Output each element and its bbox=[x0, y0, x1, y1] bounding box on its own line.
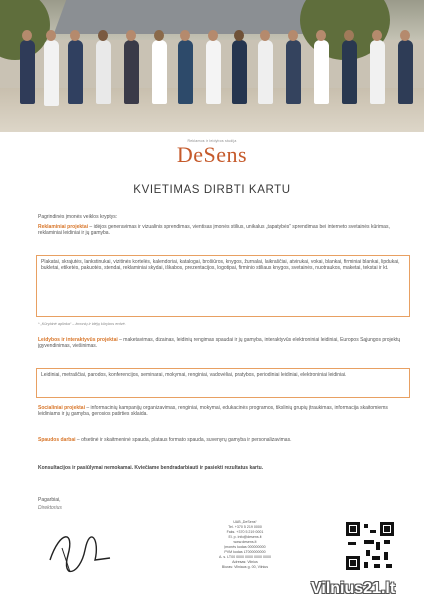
section-label: Reklaminiai projektai bbox=[38, 224, 89, 230]
intro-text: Pagrindinės įmonės veiklos kryptys: bbox=[38, 214, 118, 220]
section-body: – idėjos generavimas ir vizualinis sprendimas, vientisas įmonės stilius, unikalus „tapatybės“ sprendimas bei interneto svetainės kūrimas, reklaminiai leidiniai ir jų gamyba. bbox=[38, 224, 390, 237]
footnote: * „Kūrybinė aplinka“ – žmonių ir idėjų kūrybos erdvė. bbox=[38, 322, 126, 326]
contact-line[interactable]: El. p. info@desens.lt bbox=[228, 535, 262, 539]
contact-line: A. s. LT00 0000 0000 0000 0000 bbox=[218, 555, 272, 559]
signature-image bbox=[40, 520, 120, 580]
services-box-1: Plakatai, skrajutės, lankstinukai, vizitinės kortelės, kalendoriai, katalogai, brošiūros, knygos, žurnalai, laikraščiai, atvirukai, vokai, blankai, firminiai blankai, lipdukai, bukletai, etiketės, pakuotės, stendai, reklaminiai skydai, iškabos, prezentacijos, logotipai, firminio stiliaus knygos, svetainės, nuotraukos, maketai, tekstai ir kt. bbox=[36, 255, 410, 317]
contact-line: Faks. +370 5 219 0001 bbox=[226, 530, 264, 534]
contact-block bbox=[150, 520, 340, 570]
signoff-text: Pagarbiai, bbox=[38, 497, 61, 503]
contact-line: Tel. +370 5 219 0000 bbox=[228, 525, 262, 529]
section-social bbox=[38, 405, 410, 418]
page-title: KVIETIMAS DIRBTI KARTU bbox=[133, 184, 291, 196]
section-body: – maketavimas, dizainas, leidinių rengimas spaudai ir jų gamyba, interaktyvūs elektroniniai leidiniai, Europos Sąjungos projektų įgyvendinimas, viešinimas. bbox=[38, 337, 401, 350]
services-box-2: Leidiniai, metraščiai, parodos, konferencijos, seminarai, mokymai, renginiai, vadovėliai, pratybos, periodiniai leidiniai, elektroniniai leidiniai. bbox=[36, 368, 410, 398]
header-photo bbox=[0, 0, 424, 132]
section-label: Leidybos ir interaktyvūs projektai bbox=[38, 337, 118, 343]
section-advertising bbox=[38, 224, 410, 237]
contact-line: UAB „DeSens“ bbox=[233, 520, 257, 524]
section-body: – informacinių kampanijų organizavimas, renginiai, mokymai, edukacinės programos, tikslinių grupių įtraukimas, informacija skaitomiems leidiniams ir jų gamyba, gerosios patirties sklaida. bbox=[38, 405, 388, 418]
section-publishing bbox=[38, 337, 410, 350]
contact-line: Įmonės kodas 000000000 bbox=[224, 545, 266, 549]
section-label: Spaudos darbai bbox=[38, 437, 76, 443]
contact-line: Adresas: Vilnius bbox=[232, 560, 258, 564]
contact-line[interactable]: www.desens.lt bbox=[233, 540, 257, 544]
watermark-text: Vilnius21.lt bbox=[311, 580, 396, 597]
logo-wordmark: DeSens bbox=[176, 142, 248, 167]
qr-code-icon bbox=[346, 522, 394, 570]
signer-title: Direktorius bbox=[38, 505, 62, 511]
closing-text: Konsultacijos ir pasiūlymai nemokamai. Kviečiame bendradarbiauti ir pasiekti rezultatus kartu. bbox=[38, 465, 264, 471]
logo-tagline: Reklamos ir leidybos studija bbox=[187, 139, 237, 143]
section-body: – ofsetinė ir skaitmeninė spauda, plataus formato spauda, suvenyrų gamyba ir personalizavimas. bbox=[75, 437, 292, 443]
contact-line: Biuras: Vilniaus g. 00, Vilnius bbox=[221, 565, 269, 569]
section-label: Socialiniai projektai bbox=[38, 405, 85, 411]
company-logo bbox=[170, 139, 254, 167]
section-printing bbox=[38, 437, 410, 443]
contact-line: PVM kodas LT000000000 bbox=[224, 550, 266, 554]
